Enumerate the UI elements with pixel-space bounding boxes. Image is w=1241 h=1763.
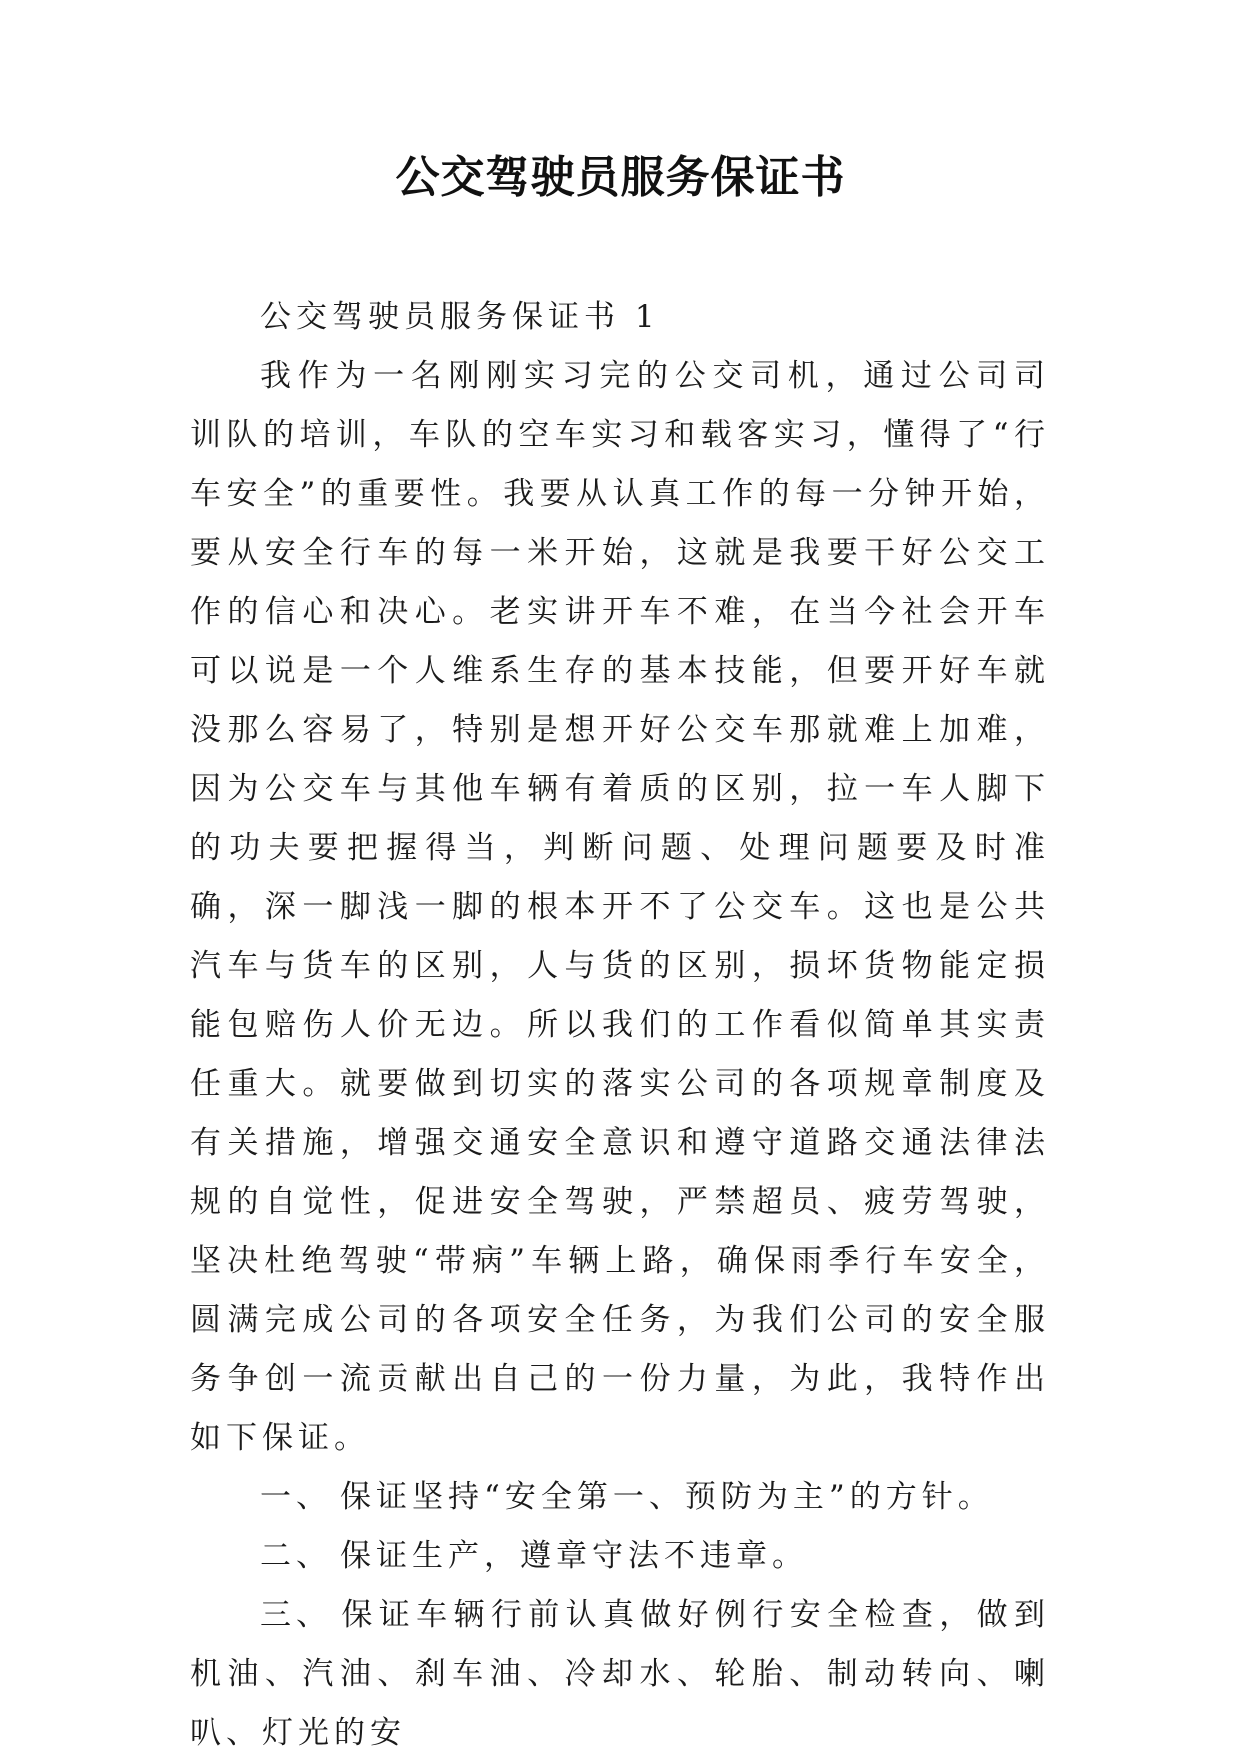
list-marker: 一、: [260, 1479, 332, 1515]
list-marker: 二、: [260, 1538, 332, 1574]
section-heading: 公交驾驶员服务保证书 1: [260, 299, 660, 335]
list-marker: 三、: [260, 1597, 332, 1633]
document-title: 公交驾驶员服务保证书: [395, 152, 846, 203]
intro-paragraph: 我作为一名刚刚实习完的公交司机，通过公司司训队的培训，车队的空车实习和载客实习，懂得了“行车安全”的重要性。我要从认真工作的每一分钟开始，要从安全行车的每一米开始，这就是我要干好公交工作的信心和决心。老实讲开车不难，在当今社会开车可以说是一个人维系生存的基本技能，但要开好车就没那么容易了，特别是想开好公交车那就难上加难，因为公交车与其他车辆有着质的区别，拉一车人脚下的功夫要把握得当，判断问题、处理问题要及时准确，深一脚浅一脚的根本开不了公交车。这也是公共汽车与货车的区别，人与货的区别，损坏货物能定损能包赔伤人价无边。所以我们的工作看似简单其实责任重大。就要做到切实的落实公司的各项规章制度及有关措施，增强交通安全意识和遵守道路交通法律法规的自觉性，促进安全驾驶，严禁超员、疲劳驾驶，坚决杜绝驾驶“带病”车辆上路，确保雨季行车安全，圆满完成公司的各项安全任务，为我们公司的安全服务争创一流贡献出自己的一份力量，为此，我特作出如下保证。: [190, 358, 1050, 1456]
list-item-text: 保证生产，遵章守法不违章。: [340, 1538, 808, 1574]
list-item-text: 保证车辆行前认真做好例行安全检查，做到机油、汽油、刹车油、冷却水、轮胎、制动转向、喇叭、灯光的安: [190, 1597, 1050, 1751]
list-item: [190, 1586, 1050, 1763]
list-item: [190, 1468, 1050, 1527]
list-item-text: 保证坚持“安全第一、预防为主”的方针。: [340, 1479, 994, 1515]
list-item: [190, 1527, 1050, 1586]
document-body: [190, 288, 1050, 1763]
